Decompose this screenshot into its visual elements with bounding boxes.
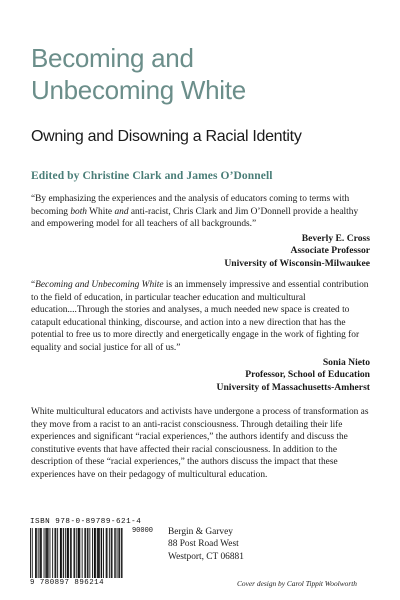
publisher-info (168, 526, 244, 563)
barcode-bar (103, 528, 104, 578)
isbn-number: ISBN 978-0-89789-621-4 (30, 518, 142, 526)
barcode-bar (35, 528, 36, 578)
barcode-bar (57, 528, 58, 578)
barcode-bar (94, 528, 95, 578)
endorsement-1-text (31, 193, 370, 231)
barcode-bar (76, 528, 77, 578)
barcode-bar (98, 528, 99, 578)
barcode-bar (48, 528, 49, 578)
barcode-bar (109, 528, 110, 578)
barcode-bar (71, 528, 72, 578)
publisher-name: Bergin & Garvey (168, 527, 233, 537)
barcode-bar (106, 528, 107, 578)
barcode-bar (118, 528, 119, 578)
barcode-bar (61, 528, 62, 578)
endorser-name: Beverly E. Cross (301, 232, 370, 244)
endorser-affiliation: University of Wisconsin-Milwaukee (224, 257, 370, 269)
barcode-bar (97, 528, 98, 578)
book-subtitle: Owning and Disowning a Racial Identity (31, 128, 302, 145)
price-code: 90000 (131, 527, 153, 535)
barcode-bar (92, 528, 93, 578)
barcode-bar (36, 528, 37, 578)
book-summary: White multicultural educators and activists have undergone a process of transformation as they move from a racist to an anti-racist consciousness. Through detailing their life experiences and significant “racial experiences,” the authors identify and discuss the constitutive events that have affected their racial consciousness. In addition to the description of these “racial experiences,” the authors discuss the impact that these experiences have on their pedagogy of multicultural education. (31, 407, 369, 480)
barcode-bar (60, 528, 61, 578)
barcode-bar (63, 528, 64, 578)
barcode-bar (117, 528, 118, 578)
barcode-bar (84, 528, 85, 578)
publisher-address-line-2: Westport, CT 06881 (168, 551, 244, 562)
barcode-bar (121, 528, 122, 578)
quote-text: is an immensely impressive and essential contribution to the field of education, in particular teacher education and multicultural education....Through the stories and analyses, a much needed new space is created to catapult educational thinking, discourse, and action into a new direction that has the potential to free us to more directly and energetically engage in the work of fighting for equality and social justice for all of us.” (31, 280, 369, 353)
barcode-bar (44, 528, 45, 578)
book-title (31, 42, 371, 106)
editors-line: Edited by Christine Clark and James O’Donnell (31, 170, 273, 182)
barcode-bar (112, 528, 113, 578)
barcode-bar (70, 528, 71, 578)
barcode-bars (30, 528, 126, 578)
barcode-bar (111, 528, 112, 578)
quote-text: anti-racist, Chris Clark and Jim O’Donnell provide a healthy and empowering model for all teachers of all backgrounds.” (31, 206, 359, 230)
endorser-title: Associate Professor (290, 245, 370, 257)
quote-open-mark: “ (31, 280, 36, 290)
barcode-bar (99, 528, 100, 578)
quote-text: “By emphasizing the experiences and the analysis of educators coming to terms with becoming (31, 194, 350, 217)
barcode-bar (40, 528, 41, 578)
barcode-bar (82, 528, 83, 578)
publisher-address-line-1: 88 Post Road West (168, 539, 239, 550)
quote-emphasis: both (70, 206, 87, 217)
endorser-title: Professor, School of Education (245, 369, 370, 381)
barcode-bar (55, 528, 56, 578)
quote-emphasis: and (114, 206, 129, 217)
barcode-bar (78, 528, 79, 578)
isbn-barcode (30, 517, 153, 589)
barcode-bar (50, 528, 51, 578)
barcode-bar (107, 528, 108, 578)
barcode-bar (95, 528, 96, 578)
title-line-2: Unbecoming White (31, 75, 246, 105)
barcode-bar (65, 528, 66, 578)
barcode-bar (55, 528, 56, 578)
quote-emphasis: Becoming and Unbecoming White (35, 280, 164, 290)
barcode-bar (46, 528, 47, 578)
barcode-bar (79, 528, 80, 578)
cover-design-credit: Cover design by Carol Tippit Woolworth (237, 579, 357, 588)
barcode-bar (114, 528, 115, 578)
barcode-bar (119, 528, 120, 578)
endorser-name: Sonia Nieto (322, 356, 370, 368)
barcode-bar (101, 528, 102, 578)
barcode-bar (85, 528, 86, 578)
barcode-bar (74, 528, 75, 578)
barcode-bar (52, 528, 53, 578)
quote-text: White (87, 206, 115, 217)
endorsement-2 (31, 279, 370, 394)
barcode-bar (41, 528, 42, 578)
barcode-bar (38, 528, 39, 578)
barcode-bar (32, 528, 33, 578)
barcode-bar (87, 528, 88, 578)
endorsement-1-attribution (31, 233, 370, 271)
endorsement-2-text (31, 279, 370, 355)
barcode-bar (79, 528, 80, 578)
barcode-bar (30, 528, 31, 578)
endorser-affiliation: University of Massachusetts-Amherst (216, 381, 370, 393)
ean-digits: 9 780897 896214 (30, 579, 105, 587)
title-line-1: Becoming and (31, 43, 194, 73)
endorsement-2-attribution (31, 357, 370, 395)
barcode-bar (67, 528, 68, 578)
barcode-bar (45, 528, 46, 578)
barcode-bar (89, 528, 90, 578)
barcode-bar (68, 528, 69, 578)
endorsement-1 (31, 193, 370, 271)
